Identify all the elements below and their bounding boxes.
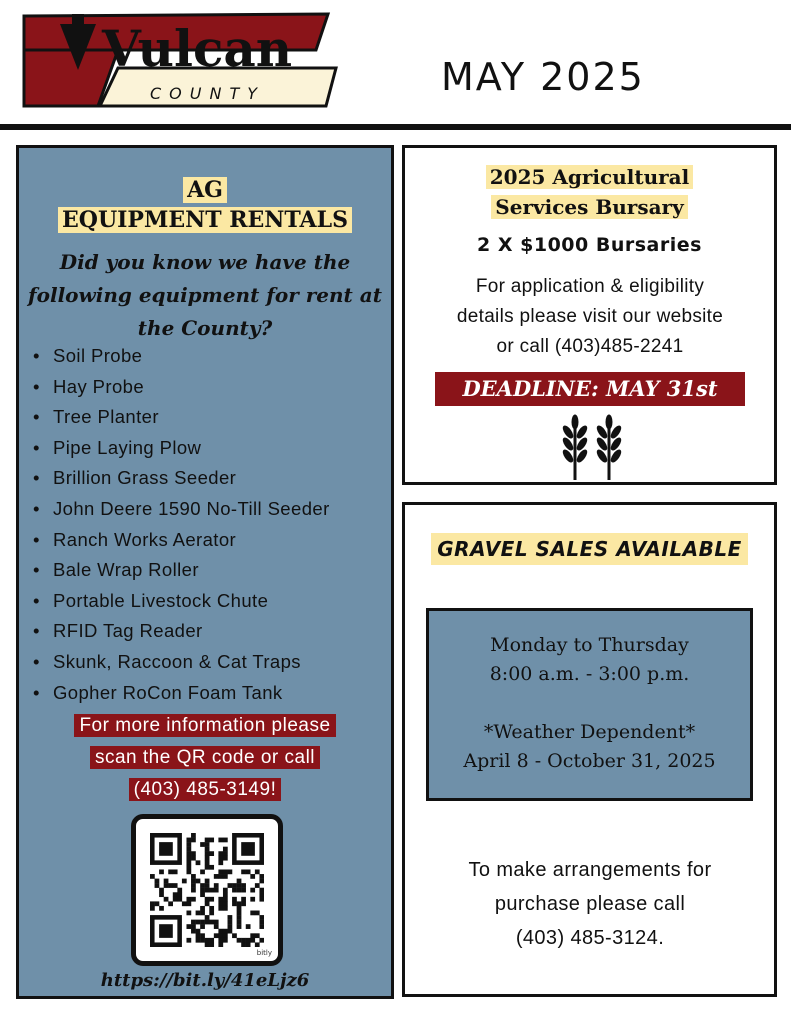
gravel-season-dates: April 8 - October 31, 2025 — [463, 750, 716, 772]
wheat-icon — [559, 414, 625, 486]
bursary-amount: 2 X $1000 Bursaries — [477, 234, 702, 256]
rental-info-line2: scan the QR code or call — [90, 746, 320, 769]
gravel-hours-box — [426, 608, 753, 801]
gravel-weather-note: *Weather Dependent* — [483, 721, 696, 743]
bursary-deadline: DEADLINE: MAY 31st — [435, 372, 745, 406]
ag-rentals-heading-line2: EQUIPMENT RENTALS — [58, 207, 352, 233]
list-item: • Portable Livestock Chute — [33, 586, 330, 617]
bursary-details-line1: For application & eligibility — [475, 276, 705, 297]
gravel-contact-phone: (403) 485-3124. — [515, 927, 665, 949]
rental-info-callout — [19, 710, 391, 806]
equipment-list — [33, 341, 330, 708]
issue-month: MAY 2025 — [441, 55, 645, 99]
rental-info-phone: (403) 485-3149! — [129, 778, 282, 801]
gravel-contact-line2: purchase please call — [494, 893, 686, 915]
rental-url-link[interactable]: https://bit.ly/41eLjz6 — [100, 970, 310, 991]
gravel-hours-days: Monday to Thursday — [490, 634, 689, 656]
list-item: • Pipe Laying Plow — [33, 433, 330, 464]
vulcan-county-logo — [20, 10, 350, 110]
qr-code[interactable] — [131, 814, 283, 966]
logo-subtitle: COUNTY — [150, 84, 265, 103]
bursary-heading-line1: 2025 Agricultural — [486, 165, 693, 189]
list-item: • RFID Tag Reader — [33, 616, 330, 647]
header-divider — [0, 124, 791, 130]
list-item: • Ranch Works Aerator — [33, 525, 330, 556]
bursary-details-line3: or call (403)485-2241 — [496, 336, 684, 357]
list-item: • Gopher RoCon Foam Tank — [33, 678, 330, 709]
gravel-heading-text: GRAVEL SALES AVAILABLE — [431, 533, 747, 565]
bursary-panel — [402, 145, 777, 485]
list-item: • Brillion Grass Seeder — [33, 463, 330, 494]
logo-wordmark: Vulcan — [102, 19, 293, 78]
list-item: • Soil Probe — [33, 341, 330, 372]
ag-equipment-rentals-panel — [16, 145, 394, 999]
bursary-heading-line2: Services Bursary — [491, 195, 687, 219]
list-item: • Tree Planter — [33, 402, 330, 433]
qr-caption: bitly — [256, 949, 272, 957]
ag-rentals-heading-line1: AG — [183, 177, 227, 203]
gravel-heading — [405, 537, 774, 561]
list-item: • Hay Probe — [33, 372, 330, 403]
gravel-contact-line1: To make arrangements for — [468, 859, 712, 881]
ag-rentals-question: Did you know we have the following equipment for rent at the County? — [28, 250, 382, 340]
gravel-sales-panel — [402, 502, 777, 997]
bursary-details — [415, 272, 765, 362]
bursary-heading — [405, 162, 774, 222]
gravel-contact — [415, 853, 765, 955]
qr-code-icon — [150, 833, 264, 947]
rental-info-line1: For more information please — [74, 714, 335, 737]
list-item: • Bale Wrap Roller — [33, 555, 330, 586]
ag-rentals-heading — [19, 175, 391, 235]
list-item: • Skunk, Raccoon & Cat Traps — [33, 647, 330, 678]
list-item: • John Deere 1590 No-Till Seeder — [33, 494, 330, 525]
gravel-hours-times: 8:00 a.m. - 3:00 p.m. — [489, 663, 690, 685]
bursary-details-line2: details please visit our website — [456, 306, 724, 327]
